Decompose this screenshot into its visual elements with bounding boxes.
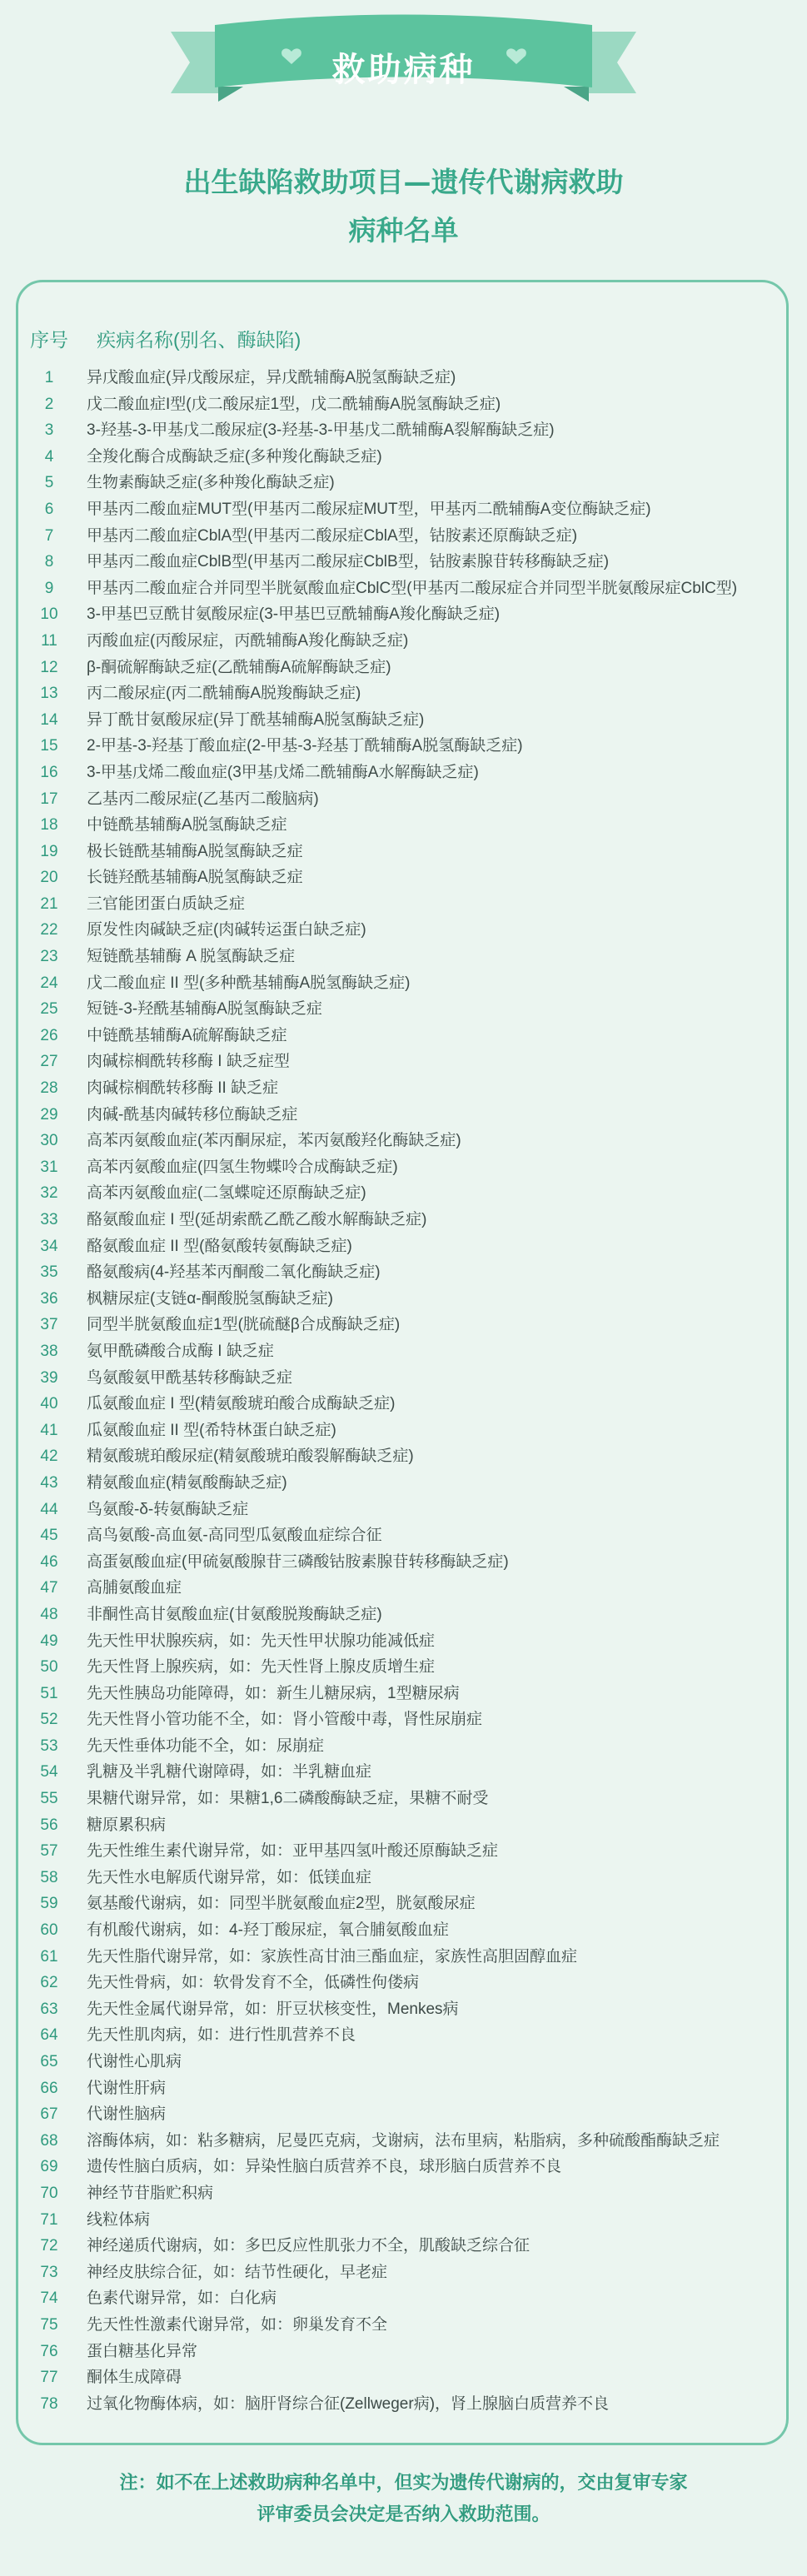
list-item [0, 1338, 807, 1365]
list-item [0, 1786, 807, 1812]
item-disease-name: 先天性维生素代谢异常，如：亚甲基四氢叶酸还原酶缺乏症 [87, 1842, 499, 1861]
footnote-line-1: 注：如不在上述救助病种名单中，但实为遗传代谢病的，交由复审专家 [119, 2472, 688, 2493]
item-number: 25 [40, 1000, 58, 1019]
item-number: 40 [40, 1395, 58, 1413]
list-item [0, 1522, 807, 1549]
list-item [0, 1970, 807, 1996]
list-item [0, 2154, 807, 2180]
list-item [0, 1312, 807, 1338]
item-number: 56 [40, 1816, 58, 1834]
item-number: 23 [40, 948, 58, 966]
item-number: 9 [44, 579, 54, 597]
item-disease-name: 鸟氨酸氨甲酰基转移酶缺乏症 [87, 1368, 293, 1387]
list-item [0, 1812, 807, 1839]
item-number: 73 [40, 2263, 58, 2281]
item-number: 53 [40, 1736, 58, 1755]
item-disease-name: 高苯丙氨酸血症(二氢蝶啶还原酶缺乏症) [87, 1184, 366, 1203]
list-item [0, 575, 807, 602]
list-item [0, 1917, 807, 1944]
item-disease-name: 先天性骨病，如：软骨发育不全，低磷性佝偻病 [87, 1974, 420, 1992]
item-disease-name: 先天性甲状腺疾病，如：先天性甲状腺功能减低症 [87, 1632, 436, 1650]
item-disease-name: 先天性肾小管功能不全，如：肾小管酸中毒，肾性尿崩症 [87, 1711, 483, 1729]
list-item [0, 1575, 807, 1602]
list-item [0, 1365, 807, 1392]
item-disease-name: 先天性水电解质代谢异常，如：低镁血症 [87, 1868, 372, 1886]
item-number: 27 [40, 1053, 58, 1071]
list-item [0, 1049, 807, 1075]
item-disease-name: 过氧化物酶体病，如：脑肝肾综合征(Zellweger病)，肾上腺脑白质营养不良 [87, 2394, 610, 2413]
list-item [0, 2022, 807, 2049]
list-item [0, 864, 807, 891]
item-disease-name: β-酮硫解酶缺乏症(乙酰辅酶A硫解酶缺乏症) [87, 658, 391, 676]
list-item [0, 1259, 807, 1286]
list-item [0, 891, 807, 918]
list-item [0, 2364, 807, 2391]
item-disease-name: 神经节苷脂贮积病 [87, 2184, 214, 2202]
item-number: 51 [40, 1684, 58, 1702]
item-number: 12 [40, 658, 58, 676]
item-disease-name: 高蛋氨酸血症(甲硫氨酸腺苷三磷酸钴胺素腺苷转移酶缺乏症) [87, 1552, 509, 1571]
title-banner [0, 0, 807, 125]
item-disease-name: 先天性肾上腺疾病，如：先天性肾上腺皮质增生症 [87, 1658, 436, 1677]
list-item [0, 839, 807, 865]
list-item [0, 1497, 807, 1523]
item-disease-name: 酮体生成障碍 [87, 2369, 182, 2387]
item-disease-name: 神经递质代谢病，如：多巴反应性肌张力不全，肌酸缺乏综合征 [87, 2237, 531, 2255]
list-item [0, 2128, 807, 2155]
list-item [0, 1154, 807, 1181]
item-number: 50 [40, 1658, 58, 1677]
item-number: 13 [40, 685, 58, 703]
list-item [0, 1681, 807, 1707]
list-item [0, 2285, 807, 2312]
list-item [0, 470, 807, 496]
item-disease-name: 中链酰基辅酶A硫解酶缺乏症 [87, 1026, 287, 1044]
list-item [0, 2233, 807, 2260]
item-disease-name: 高苯丙氨酸血症(苯丙酮尿症，苯丙氨酸羟化酶缺乏症) [87, 1132, 461, 1150]
item-number: 67 [40, 2105, 58, 2124]
item-disease-name: 鸟氨酸-δ-转氨酶缺乏症 [87, 1500, 249, 1518]
item-number: 71 [40, 2210, 58, 2229]
item-number: 78 [40, 2394, 58, 2413]
list-item [0, 1233, 807, 1260]
item-disease-name: 先天性垂体功能不全，如：尿崩症 [87, 1736, 325, 1755]
item-number: 70 [40, 2184, 58, 2202]
item-number: 45 [40, 1527, 58, 1545]
item-disease-name: 异戊酸血症(异戊酸尿症，异戊酰辅酶A脱氢酶缺乏症) [87, 369, 456, 386]
item-number: 75 [40, 2315, 58, 2334]
item-disease-name: 先天性肌肉病，如：进行性肌营养不良 [87, 2026, 356, 2045]
list-item [0, 2391, 807, 2418]
banner-title: 救助病种 [331, 51, 476, 89]
item-disease-name: 全羧化酶合成酶缺乏症(多种羧化酶缺乏症) [87, 447, 382, 466]
list-item [0, 1023, 807, 1049]
list-item [0, 1891, 807, 1917]
item-number: 38 [40, 1342, 58, 1360]
item-disease-name: 先天性脂代谢异常，如：家族性高甘油三酯血症，家族性高胆固醇血症 [87, 1947, 578, 1966]
item-number: 55 [40, 1790, 58, 1808]
item-disease-name: 短链酰基辅酶 A 脱氢酶缺乏症 [87, 948, 296, 966]
item-disease-name: 3-甲基巴豆酰甘氨酸尿症(3-甲基巴豆酰辅酶A羧化酶缺乏症) [87, 605, 501, 624]
list-item [0, 2207, 807, 2234]
item-disease-name: 遗传性脑白质病，如：异染性脑白质营养不良，球形脑白质营养不良 [87, 2158, 562, 2176]
item-disease-name: 色素代谢异常，如：白化病 [87, 2290, 277, 2308]
item-disease-name: 乙基丙二酸尿症(乙基丙二酸脑病) [87, 790, 319, 808]
item-number: 15 [40, 737, 58, 755]
item-number: 3 [44, 421, 54, 440]
item-disease-name: 丙酸血症(丙酸尿症，丙酰辅酶A羧化酶缺乏症) [87, 631, 409, 650]
list-item [0, 1286, 807, 1313]
item-number: 66 [40, 2079, 58, 2097]
header-number: 序号 [30, 329, 68, 351]
list-item [0, 365, 807, 391]
item-disease-name: 短链-3-羟酰基辅酶A脱氢酶缺乏症 [87, 1000, 322, 1019]
item-disease-name: 极长链酰基辅酶A脱氢酶缺乏症 [87, 842, 303, 860]
item-disease-name: 酪氨酸血症 II 型(酪氨酸转氨酶缺乏症) [87, 1237, 352, 1255]
list-item [0, 680, 807, 707]
item-number: 47 [40, 1579, 58, 1597]
list-item [0, 760, 807, 786]
list-item [0, 1707, 807, 1733]
item-number: 68 [40, 2131, 58, 2150]
item-number: 19 [40, 842, 58, 860]
page-title-line-2: 病种名单 [348, 214, 459, 247]
item-disease-name: 丙二酸尿症(丙二酰辅酶A脱羧酶缺乏症) [87, 685, 361, 703]
item-number: 57 [40, 1842, 58, 1861]
item-number: 16 [40, 763, 58, 781]
item-number: 52 [40, 1711, 58, 1729]
list-item [0, 1128, 807, 1154]
list-item [0, 2101, 807, 2128]
item-number: 14 [40, 710, 58, 729]
item-disease-name: 乳糖及半乳糖代谢障碍，如：半乳糖血症 [87, 1763, 372, 1781]
item-disease-name: 代谢性肝病 [87, 2079, 167, 2097]
list-item [0, 2075, 807, 2102]
item-number: 7 [44, 526, 54, 545]
item-number: 42 [40, 1447, 58, 1466]
list-item [0, 1470, 807, 1497]
list-item [0, 1602, 807, 1628]
item-number: 33 [40, 1211, 58, 1228]
list-item [0, 1996, 807, 2023]
item-disease-name: 溶酶体病，如：粘多糖病，尼曼匹克病，戈谢病，法布里病，粘脂病，多种硫酸酯酶缺乏症 [87, 2131, 720, 2150]
list-item [0, 707, 807, 734]
header-disease-name: 疾病名称(别名、酶缺陷) [97, 329, 301, 351]
list-item [0, 1733, 807, 1760]
item-disease-name: 蛋白糖基化异常 [87, 2342, 198, 2360]
item-disease-name: 生物素酶缺乏症(多种羧化酶缺乏症) [87, 474, 335, 492]
item-disease-name: 甲基丙二酸血症CblB型(甲基丙二酸尿症CblB型，钴胺素腺苷转移酶缺乏症) [87, 553, 610, 571]
item-number: 18 [40, 816, 58, 835]
item-number: 21 [40, 894, 58, 913]
item-disease-name: 同型半胱氨酸血症1型(胱硫醚β合成酶缺乏症) [87, 1316, 401, 1334]
item-disease-name: 长链羟酰基辅酶A脱氢酶缺乏症 [87, 869, 303, 887]
item-disease-name: 高脯氨酸血症 [87, 1579, 182, 1597]
list-item [0, 601, 807, 628]
list-item [0, 970, 807, 997]
list-item [0, 917, 807, 944]
item-disease-name: 3-甲基戊烯二酸血症(3甲基戊烯二酰辅酶A水解酶缺乏症) [87, 763, 479, 781]
item-number: 24 [40, 974, 58, 992]
footnote-line-2: 评审委员会决定是否纳入救助范围。 [257, 2504, 550, 2524]
list-item [0, 1102, 807, 1129]
item-disease-name: 有机酸代谢病，如：4-羟丁酸尿症，氧合脯氨酸血症 [87, 1921, 449, 1940]
list-item [0, 655, 807, 681]
item-disease-name: 糖原累积病 [87, 1816, 167, 1834]
item-disease-name: 中链酰基辅酶A脱氢酶缺乏症 [87, 816, 287, 835]
item-disease-name: 先天性胰岛功能障碍，如：新生儿糖尿病，1型糖尿病 [87, 1684, 460, 1702]
item-number: 34 [40, 1237, 58, 1255]
page-title [0, 158, 807, 255]
item-disease-name: 甲基丙二酸血症合并同型半胱氨酸血症CblC型(甲基丙二酸尿症合并同型半胱氨酸尿症CblC型) [87, 579, 738, 597]
item-number: 46 [40, 1552, 58, 1571]
item-disease-name: 高苯丙氨酸血症(四氢生物蝶呤合成酶缺乏症) [87, 1158, 398, 1176]
item-number: 72 [40, 2237, 58, 2255]
item-number: 11 [41, 631, 57, 650]
item-number: 28 [40, 1079, 58, 1098]
item-number: 31 [40, 1158, 58, 1176]
list-item [0, 1944, 807, 1971]
item-number: 62 [40, 1974, 58, 1992]
item-disease-name: 瓜氨酸血症 II 型(希特林蛋白缺乏症) [87, 1421, 336, 1439]
list-item [0, 2180, 807, 2207]
page-title-line-1: 出生缺陷救助项目—遗传代谢病救助 [183, 166, 624, 198]
list-item [0, 1549, 807, 1576]
item-disease-name: 肉碱棕榈酰转移酶 II 缺乏症 [87, 1079, 279, 1098]
list-item [0, 1443, 807, 1470]
list-item [0, 1180, 807, 1207]
list-item [0, 2339, 807, 2365]
item-number: 17 [40, 790, 58, 808]
item-number: 35 [40, 1263, 58, 1282]
item-number: 43 [40, 1473, 58, 1492]
item-disease-name: 枫糖尿症(支链α-酮酸脱氢酶缺乏症) [87, 1289, 333, 1308]
list-item [0, 2312, 807, 2339]
list-item [0, 1075, 807, 1102]
item-number: 41 [40, 1421, 58, 1439]
item-number: 5 [44, 474, 54, 492]
item-number: 8 [44, 553, 54, 571]
item-disease-name: 精氨酸琥珀酸尿症(精氨酸琥珀酸裂解酶缺乏症) [87, 1447, 414, 1466]
item-number: 10 [40, 605, 58, 624]
item-disease-name: 代谢性脑病 [87, 2105, 167, 2124]
item-disease-name: 2-甲基-3-羟基丁酸血症(2-甲基-3-羟基丁酰辅酶A脱氢酶缺乏症) [87, 737, 523, 755]
item-number: 65 [40, 2053, 58, 2070]
item-disease-name: 甲基丙二酸血症MUT型(甲基丙二酸尿症MUT型，甲基丙二酰辅酶A变位酶缺乏症) [87, 500, 651, 518]
list-item [0, 786, 807, 813]
list-item [0, 1628, 807, 1655]
list-item [0, 1654, 807, 1681]
item-number: 22 [40, 921, 58, 939]
list-item [0, 1418, 807, 1444]
item-number: 61 [40, 1947, 58, 1966]
item-disease-name: 先天性金属代谢异常，如：肝豆状核变性，Menkes病 [87, 2000, 459, 2018]
item-disease-name: 线粒体病 [87, 2210, 151, 2229]
list-item [0, 996, 807, 1023]
item-disease-name: 果糖代谢异常，如：果糖1,6二磷酸酶缺乏症，果糖不耐受 [87, 1790, 489, 1808]
list-item [0, 444, 807, 471]
list-item [0, 1838, 807, 1865]
item-number: 44 [40, 1500, 58, 1518]
item-number: 64 [40, 2026, 58, 2045]
item-number: 2 [44, 395, 54, 413]
item-number: 30 [40, 1132, 58, 1150]
item-number: 54 [40, 1763, 58, 1781]
item-disease-name: 三官能团蛋白质缺乏症 [87, 894, 246, 913]
item-disease-name: 精氨酸血症(精氨酸酶缺乏症) [87, 1473, 287, 1492]
list-item [0, 1759, 807, 1786]
item-disease-name: 甲基丙二酸血症CblA型(甲基丙二酸尿症CblA型，钴胺素还原酶缺乏症) [87, 526, 578, 545]
list-item [0, 523, 807, 550]
list-item [0, 1207, 807, 1233]
item-number: 76 [40, 2342, 58, 2360]
item-disease-name: 3-羟基-3-甲基戊二酸尿症(3-羟基-3-甲基戊二酰辅酶A裂解酶缺乏症) [87, 421, 555, 440]
item-number: 39 [40, 1368, 58, 1387]
item-number: 69 [40, 2158, 58, 2176]
item-disease-name: 异丁酰甘氨酸尿症(异丁酰基辅酶A脱氢酶缺乏症) [87, 710, 425, 729]
item-number: 77 [40, 2369, 58, 2387]
item-disease-name: 神经皮肤综合征，如：结节性硬化，早老症 [87, 2263, 388, 2281]
item-disease-name: 氨基酸代谢病，如：同型半胱氨酸血症2型，胱氨酸尿症 [87, 1895, 476, 1913]
list-item [0, 628, 807, 655]
item-disease-name: 原发性肉碱缺乏症(肉碱转运蛋白缺乏症) [87, 921, 366, 939]
item-number: 37 [40, 1316, 58, 1334]
item-disease-name: 肉碱-酰基肉碱转移位酶缺乏症 [87, 1105, 298, 1124]
item-disease-name: 氨甲酰磷酸合成酶 I 缺乏症 [87, 1342, 274, 1360]
item-disease-name: 肉碱棕榈酰转移酶 I 缺乏症型 [87, 1053, 290, 1071]
list-item [0, 812, 807, 839]
list-item [0, 391, 807, 418]
item-number: 36 [40, 1289, 58, 1308]
list-item [0, 2260, 807, 2286]
disease-list [0, 365, 807, 2417]
list-item [0, 1865, 807, 1891]
item-number: 48 [40, 1605, 58, 1623]
item-number: 6 [44, 500, 54, 518]
footnote [0, 2467, 807, 2530]
item-disease-name: 非酮性高甘氨酸血症(甘氨酸脱羧酶缺乏症) [87, 1605, 382, 1623]
list-item [0, 1391, 807, 1418]
item-number: 26 [40, 1026, 58, 1044]
item-number: 49 [40, 1632, 58, 1650]
item-disease-name: 先天性性激素代谢异常，如：卵巢发育不全 [87, 2315, 388, 2334]
list-item [0, 944, 807, 970]
list-item [0, 496, 807, 523]
item-disease-name: 戊二酸血症I型(戊二酸尿症1型，戊二酰辅酶A脱氢酶缺乏症) [87, 395, 501, 413]
list-item [0, 2049, 807, 2075]
item-disease-name: 酪氨酸病(4-羟基苯丙酮酸二氧化酶缺乏症) [87, 1263, 381, 1282]
item-number: 4 [44, 447, 54, 466]
list-item [0, 417, 807, 444]
item-number: 1 [44, 369, 54, 386]
list-item [0, 733, 807, 760]
item-disease-name: 代谢性心肌病 [87, 2053, 182, 2070]
item-number: 60 [40, 1921, 58, 1940]
item-number: 32 [40, 1184, 58, 1203]
item-number: 20 [40, 869, 58, 887]
item-number: 59 [40, 1895, 58, 1913]
item-disease-name: 高鸟氨酸-高血氨-高同型瓜氨酸血症综合征 [87, 1527, 382, 1545]
item-number: 58 [40, 1868, 58, 1886]
list-item [0, 549, 807, 575]
item-disease-name: 瓜氨酸血症 I 型(精氨酸琥珀酸合成酶缺乏症) [87, 1395, 396, 1413]
item-number: 74 [40, 2290, 58, 2308]
item-number: 63 [40, 2000, 58, 2018]
item-disease-name: 戊二酸血症 II 型(多种酰基辅酶A脱氢酶缺乏症) [87, 974, 411, 992]
item-number: 29 [40, 1105, 58, 1124]
item-disease-name: 酪氨酸血症 I 型(延胡索酰乙酰乙酸水解酶缺乏症) [87, 1211, 427, 1228]
